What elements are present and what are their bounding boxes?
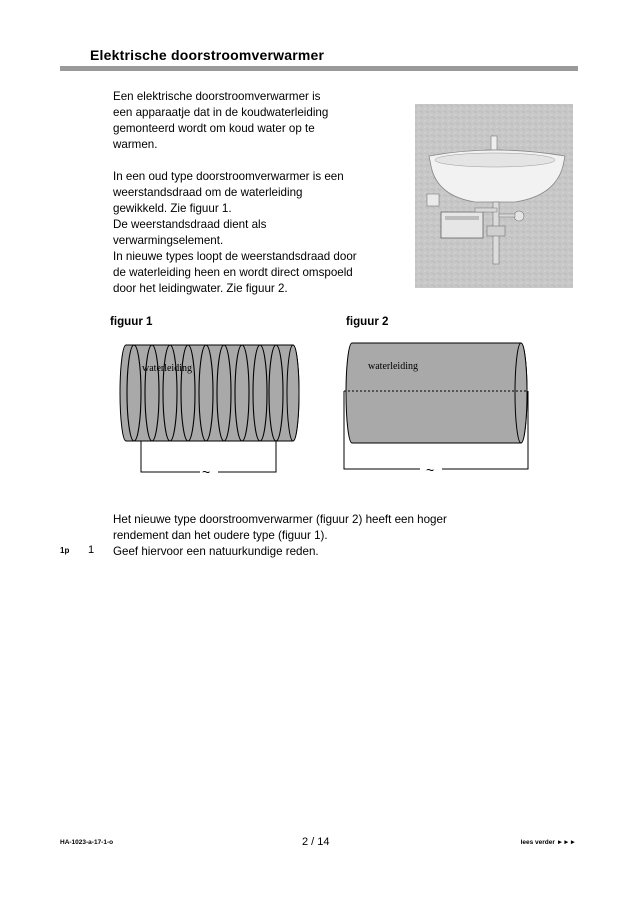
question-text [113,512,533,560]
ac-source-symbol: ~ [426,462,435,478]
text-line: Het nieuwe type doorstroomverwarmer (figuur 2) heeft een hoger [113,513,447,526]
text-line: Een elektrische doorstroomverwarmer is [113,90,321,103]
text-line: rendement dan het oudere type (figuur 1). [113,529,328,542]
page-title: Elektrische doorstroomverwarmer [90,47,325,63]
text-line: In nieuwe types loopt de weerstandsdraad door [113,250,357,263]
figure-1-label: figuur 1 [110,315,153,328]
text-line: gewikkeld. Zie figuur 1. [113,202,232,215]
figure-2-label: figuur 2 [346,315,389,328]
figure-2-pipe-label: waterleiding [368,361,418,372]
text-line: Geef hiervoor een natuurkundige reden. [113,545,319,558]
text-line: gemonteerd wordt om koud water op te [113,122,315,135]
page-number: 2 / 14 [302,836,330,848]
text-line: door het leidingwater. Zie figuur 2. [113,282,288,295]
text-line: een apparaatje dat in de koudwaterleiding [113,106,329,119]
washbasin-photo [415,104,573,288]
figure-1-pipe-label: waterleiding [142,363,192,374]
exam-code: HA-1023-a-17-1-o [60,839,114,846]
text-line: warmen. [113,138,158,151]
figure-1-diagram [110,335,310,480]
question-number: 1 [88,544,95,556]
washbasin-illustration [415,104,573,288]
intro-text [113,89,403,297]
ac-source-symbol: ~ [202,464,211,480]
text-line: De weerstandsdraad dient als [113,218,267,231]
text-line: weerstandsdraad om de waterleiding [113,186,303,199]
intro-paragraph-2 [113,169,403,297]
figure-2-diagram [338,335,538,480]
header-rule [60,66,578,71]
text-line: verwarmingselement. [113,234,224,247]
text-line: de waterleiding heen en wordt direct omspoeld [113,266,353,279]
continue-note: lees verder ►►► [520,839,576,846]
text-line: In een oud type doorstroomverwarmer is een [113,170,344,183]
question-points: 1p [60,546,70,555]
intro-paragraph-1 [113,89,403,153]
